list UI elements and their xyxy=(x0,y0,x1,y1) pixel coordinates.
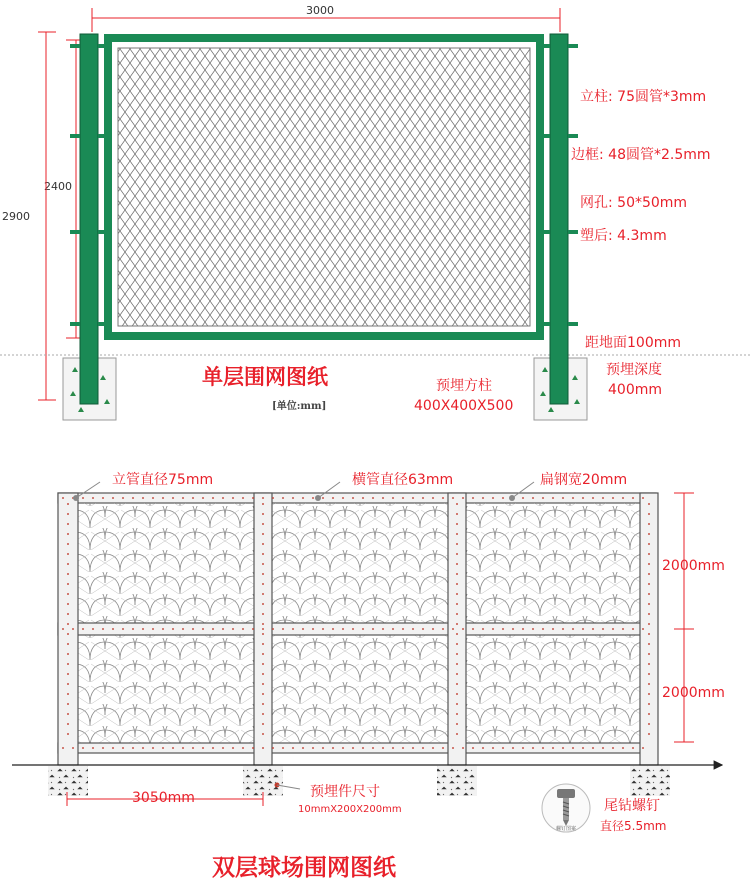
embed-post-value: 400X400X500 xyxy=(414,398,514,414)
spec-frame: 边框: 48圆管*2.5mm xyxy=(571,147,711,163)
single-fence-title: 单层围网图纸 xyxy=(202,365,328,389)
embed-part-size: 10mmX200X200mm xyxy=(298,804,402,815)
self-drilling-screw-icon xyxy=(542,784,590,832)
width-dimension-label: 3000 xyxy=(306,4,334,17)
double-fence-title: 双层球场围网图纸 xyxy=(212,855,396,881)
middle-rail xyxy=(58,623,656,635)
double-footing-1 xyxy=(48,766,88,796)
height-2400-label: 2400 xyxy=(44,180,72,193)
label-rail-diameter: 横管直径63mm xyxy=(352,472,454,488)
screw-size: 直径5.5mm xyxy=(600,819,667,833)
svg-text:螺钉图案: 螺钉图案 xyxy=(555,826,577,832)
spec-post: 立柱: 75圆管*3mm xyxy=(580,89,707,105)
lower-panel-1 xyxy=(78,635,254,743)
upper-panel-3 xyxy=(466,503,640,623)
embed-depth-value: 400mm xyxy=(608,382,662,398)
single-fence-diagram xyxy=(0,4,750,420)
diamond-mesh xyxy=(118,48,530,326)
embed-post-title: 预埋方柱 xyxy=(436,378,492,394)
left-post xyxy=(80,34,98,404)
label-flat-steel: 扁钢宽20mm xyxy=(540,472,628,488)
dim-upper-height: 2000mm xyxy=(662,558,725,574)
bottom-rail xyxy=(58,743,656,753)
double-footing-4 xyxy=(630,766,670,796)
screw-title: 尾钻螺钉 xyxy=(604,798,660,814)
double-fence-diagram xyxy=(12,482,722,832)
spec-coating: 塑后: 4.3mm xyxy=(580,228,667,244)
lower-panel-2 xyxy=(272,635,448,743)
dim-lower-height: 2000mm xyxy=(662,685,725,701)
upper-panel-1 xyxy=(78,503,254,623)
double-footing-2 xyxy=(243,766,283,796)
lower-panel-3 xyxy=(466,635,640,743)
unit-note: [单位:mm] xyxy=(272,401,327,412)
upper-panel-2 xyxy=(272,503,448,623)
right-post xyxy=(550,34,568,404)
spec-ground-clearance: 距地面100mm xyxy=(585,335,681,351)
dim-span: 3050mm xyxy=(132,790,195,806)
embed-depth-title: 预埋深度 xyxy=(606,362,662,378)
top-rail xyxy=(58,493,656,503)
double-footing-3 xyxy=(437,766,477,796)
spec-mesh: 网孔: 50*50mm xyxy=(580,195,688,211)
height-2900-label: 2900 xyxy=(2,210,30,223)
embed-part-title: 预埋件尺寸 xyxy=(310,784,380,800)
label-post-diameter: 立管直径75mm xyxy=(112,472,214,488)
